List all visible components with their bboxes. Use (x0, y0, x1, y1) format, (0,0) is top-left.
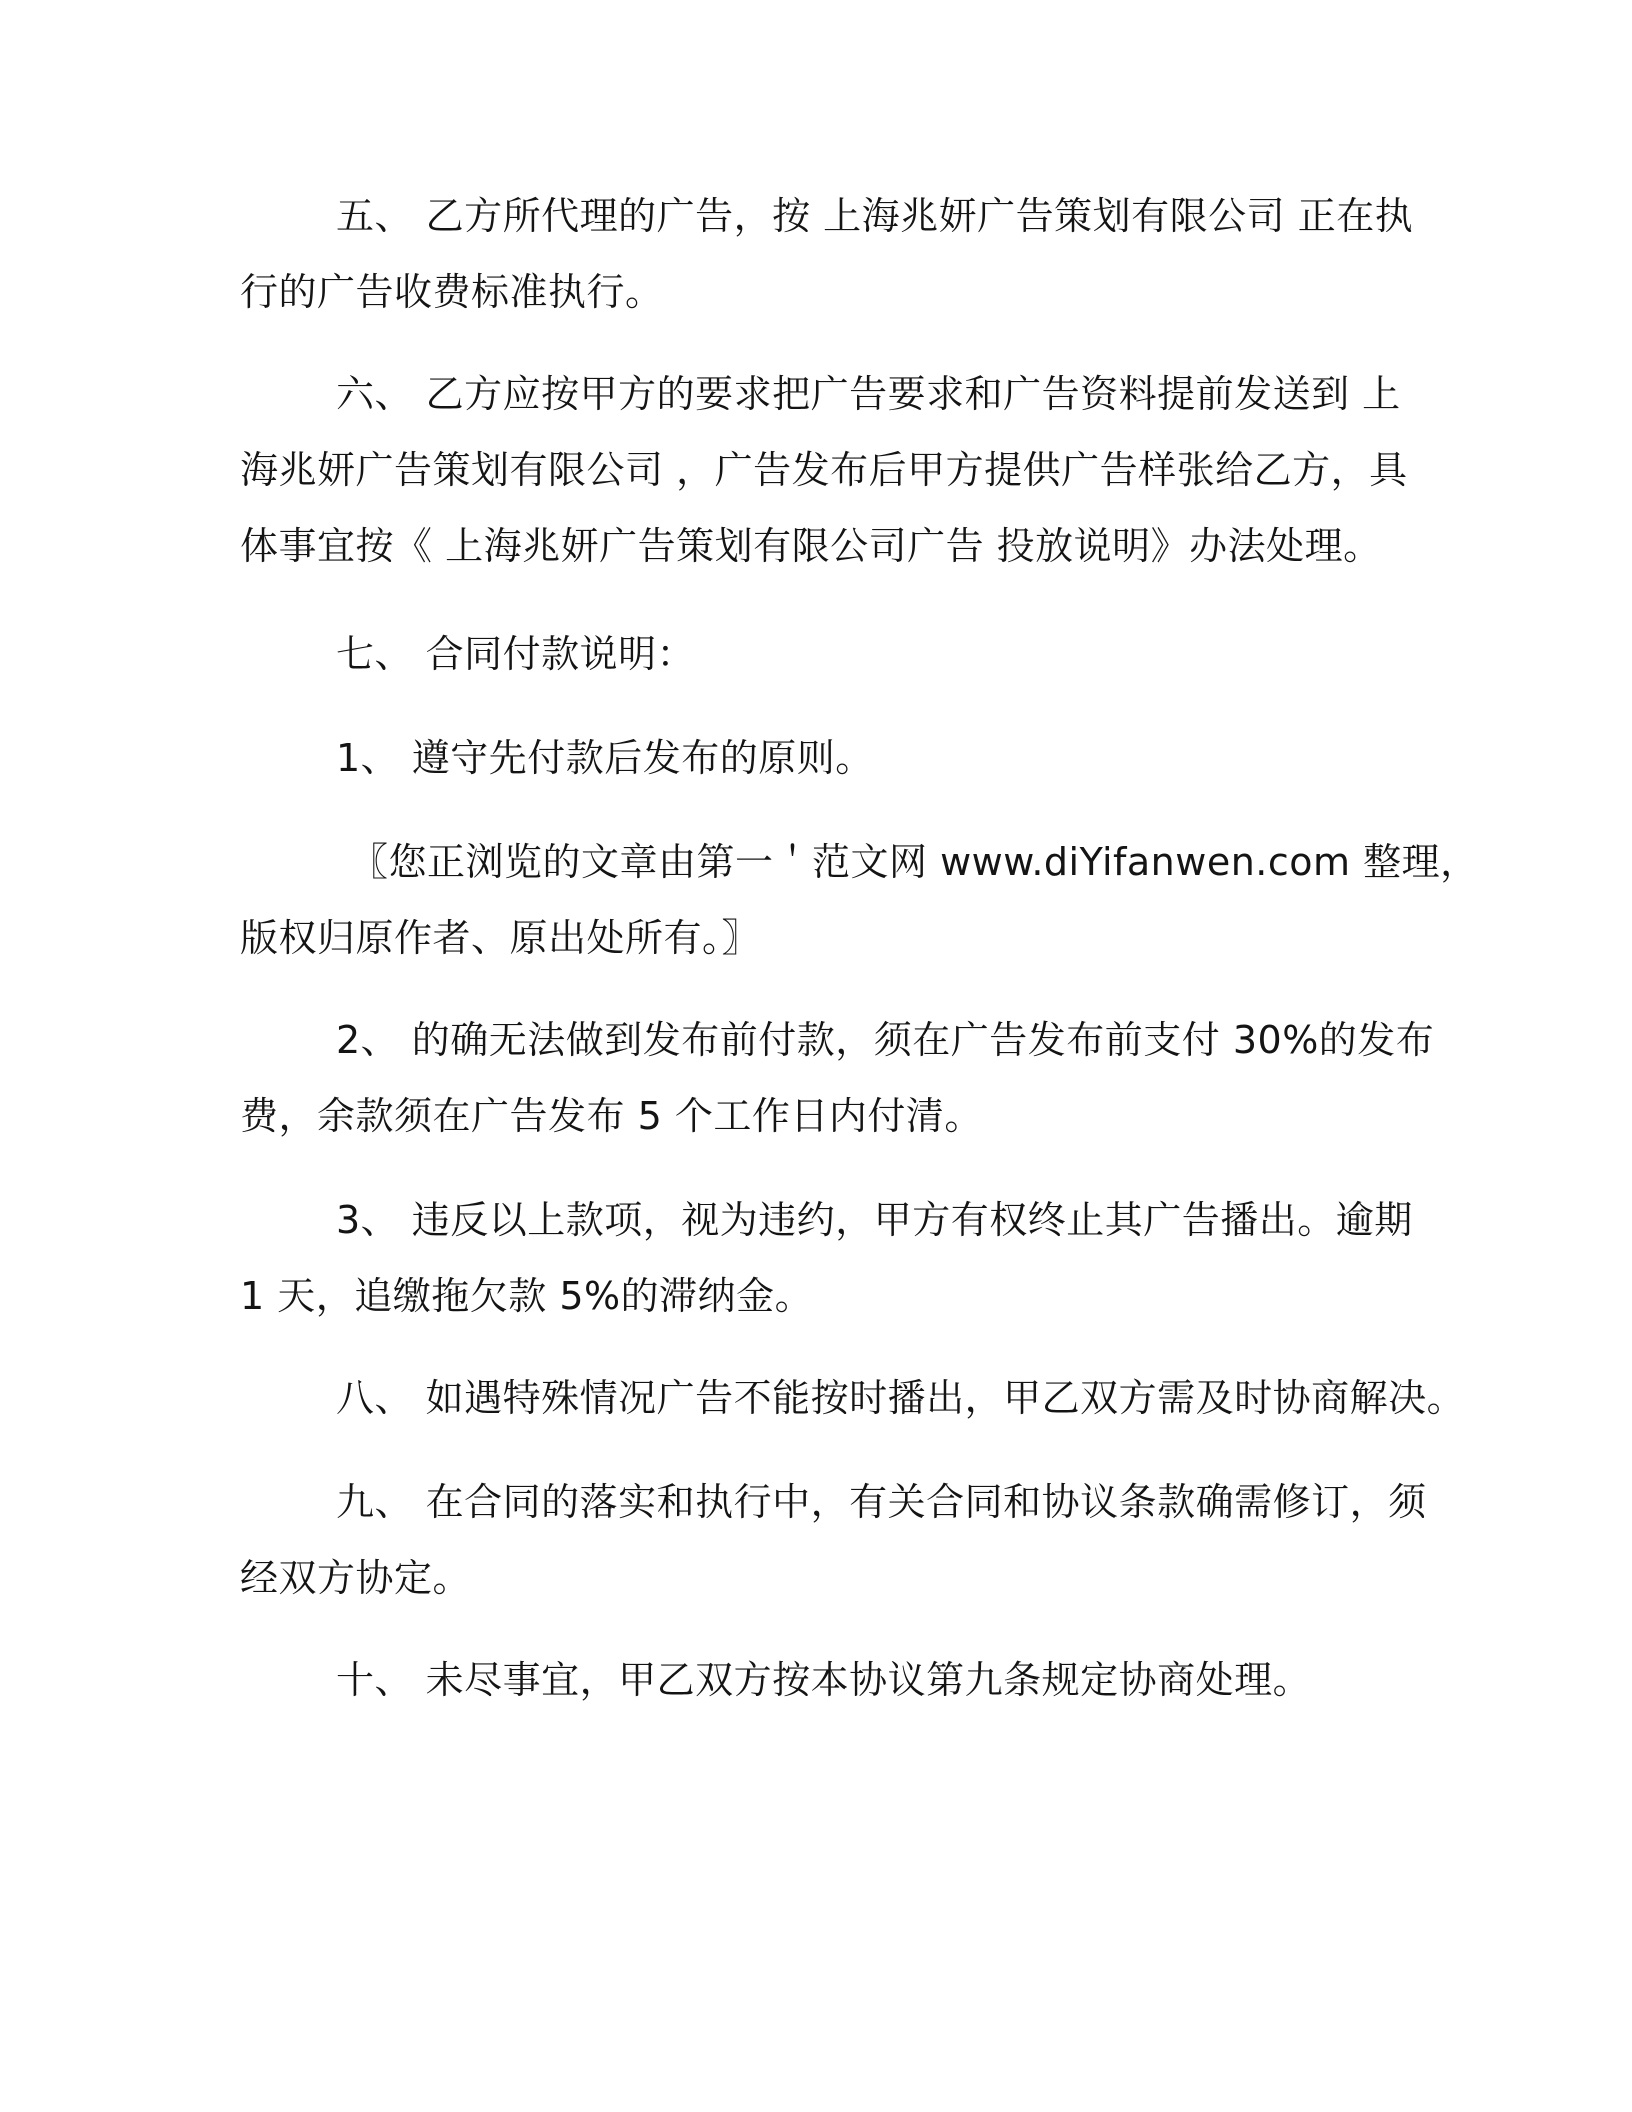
clause-5-line-1: 五、 乙方所代理的广告，按 上海兆妍广告策划有限公司 正在执 (336, 194, 1414, 238)
clause-9-line-2: 经双方协定。 (240, 1556, 472, 1600)
payment-item-3-line-1: 3、 违反以上款项，视为违约，甲方有权终止其广告播出。逾期 (336, 1198, 1413, 1242)
source-notice (240, 824, 1479, 976)
clause-6-line-1: 六、 乙方应按甲方的要求把广告要求和广告资料提前发送到 上 (336, 372, 1401, 416)
clause-9 (240, 1464, 1427, 1616)
clause-10 (240, 1642, 1420, 1718)
clause-10-line-1: 十、 未尽事宜，甲乙双方按本协议第九条规定协商处理。 (336, 1658, 1312, 1702)
source-notice-line-2: 版权归原作者、原出处所有。〗 (240, 916, 761, 960)
clause-8-line-1: 八、 如遇特殊情况广告不能按时播出，甲乙双方需及时协商解决。 (336, 1376, 1466, 1420)
payment-item-2-line-2: 费，余款须在广告发布 5 个工作日内付清。 (240, 1094, 983, 1138)
clause-5 (240, 178, 1420, 330)
clause-9-line-1: 九、 在合同的落实和执行中，有关合同和协议条款确需修订，须 (336, 1480, 1427, 1524)
clause-6 (240, 356, 1420, 584)
payment-item-3 (240, 1182, 1420, 1334)
payment-item-1-line-1: 1、 遵守先付款后发布的原则。 (336, 736, 874, 780)
clause-5-line-2: 行的广告收费标准执行。 (240, 270, 664, 314)
clause-6-line-2: 海兆妍广告策划有限公司 ，广告发布后甲方提供广告样张给乙方，具 (240, 448, 1408, 492)
source-notice-line-1: 〖您正浏览的文章由第一＇范文网 www.diYifanwen.com 整理， (350, 840, 1479, 884)
payment-item-1 (240, 720, 1420, 796)
clause-6-line-3: 体事宜按《 上海兆妍广告策划有限公司广告 投放说明》办法处理。 (240, 524, 1382, 568)
payment-item-2 (240, 1002, 1435, 1154)
clause-7-line-1: 七、 合同付款说明： (336, 632, 696, 676)
payment-item-2-line-1: 2、 的确无法做到发布前付款，须在广告发布前支付 30%的发布 (336, 1018, 1435, 1062)
clause-8 (240, 1360, 1466, 1436)
payment-item-3-line-2: 1 天，追缴拖欠款 5%的滞纳金。 (240, 1274, 814, 1318)
clause-7-heading (240, 616, 1420, 692)
